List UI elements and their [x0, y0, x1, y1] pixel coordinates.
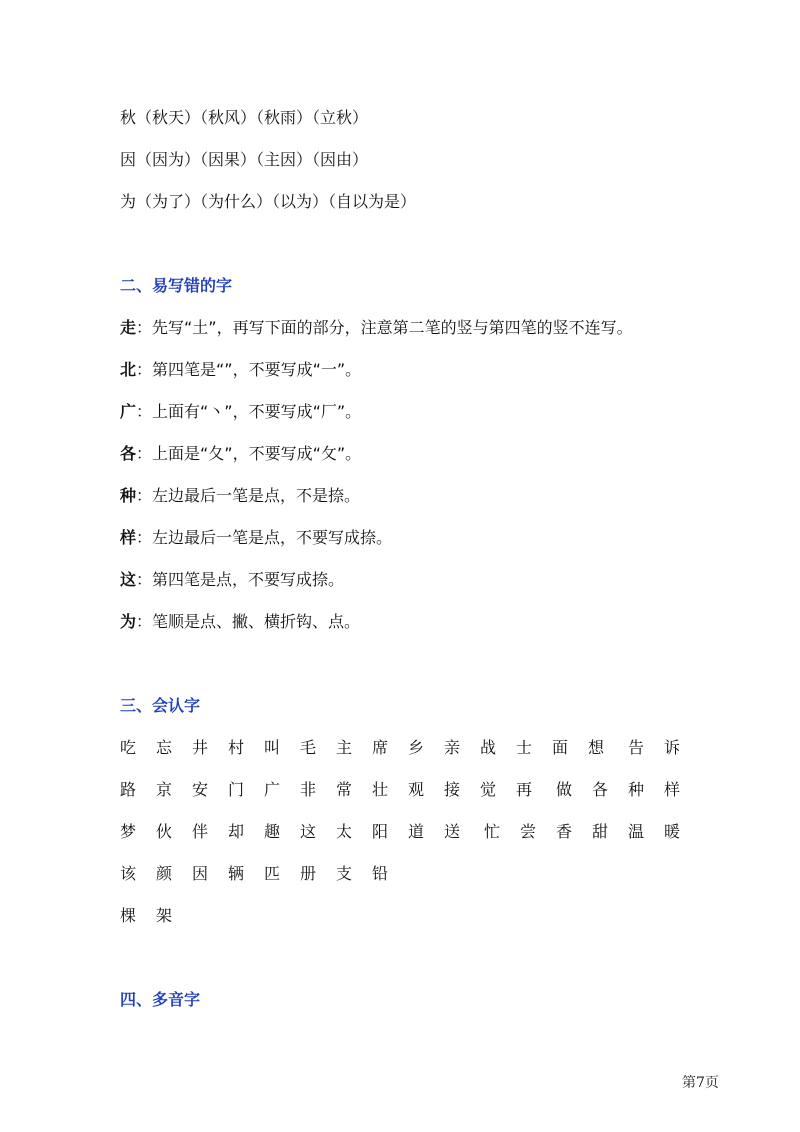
recognize-char: 常	[336, 780, 353, 799]
tip-char: 各	[120, 444, 137, 463]
recognize-char: 门	[228, 780, 245, 799]
recognize-char: 毛	[300, 738, 317, 757]
recognize-char: 架	[156, 906, 173, 925]
tip-item	[120, 317, 633, 339]
recognize-char: 京	[156, 780, 173, 799]
recognize-char: 广	[264, 780, 281, 799]
recognize-char: 种	[628, 780, 645, 799]
tip-text: ：上面有“丶”，不要写成“厂”。	[136, 402, 362, 421]
tip-item	[120, 443, 361, 465]
recognize-char: 观	[408, 780, 425, 799]
recognize-char: 太	[336, 822, 353, 841]
recognize-char: 面	[552, 738, 569, 757]
recognize-char: 甜	[592, 822, 609, 841]
tip-char: 种	[120, 486, 137, 505]
recognize-char: 接	[444, 780, 461, 799]
tip-char: 为	[120, 612, 137, 631]
recognize-char: 样	[664, 780, 681, 799]
recognize-char: 送	[444, 822, 461, 841]
recognize-char: 香	[556, 822, 573, 841]
recognize-char: 尝	[520, 822, 537, 841]
tip-char: 这	[120, 570, 137, 589]
recognize-char: 册	[300, 864, 317, 883]
recognize-char: 棵	[120, 906, 137, 925]
recognize-char: 忘	[156, 738, 173, 757]
tip-item	[120, 401, 361, 423]
tip-char: 广	[120, 402, 137, 421]
tip-text: ：上面是“夂”，不要写成“攵”。	[136, 444, 362, 463]
tip-item	[120, 527, 392, 549]
tip-char: 北	[120, 360, 137, 379]
tip-item	[120, 569, 344, 591]
section-heading-error-prone: 二、易写错的字	[120, 276, 233, 295]
recognize-char: 战	[480, 738, 497, 757]
recognize-char: 非	[300, 780, 317, 799]
recognize-char: 想	[588, 738, 605, 757]
recognize-char: 席	[372, 738, 389, 757]
recognize-char: 趣	[264, 822, 281, 841]
tip-text: ：第四笔是点，不要写成捺。	[136, 570, 345, 589]
recognize-char: 诉	[664, 738, 681, 757]
recognize-char: 忙	[484, 822, 501, 841]
recognize-char: 温	[628, 822, 645, 841]
tip-text: ：先写“土”，再写下面的部分，注意第二笔的竖与第四笔的竖不连写。	[136, 318, 633, 337]
tip-item	[120, 359, 361, 381]
tip-item	[120, 485, 360, 507]
tip-text: ：笔顺是点、撇、横折钩、点。	[136, 612, 361, 631]
recognize-char: 伴	[192, 822, 209, 841]
recognize-char: 这	[300, 822, 317, 841]
recognize-char: 梦	[120, 822, 137, 841]
tip-char: 样	[120, 528, 137, 547]
recognize-char: 安	[192, 780, 209, 799]
recognize-char: 各	[592, 780, 609, 799]
recognize-char: 觉	[480, 780, 497, 799]
word-line-wei: 为（为了）（为什么）（以为）（自以为是）	[120, 192, 417, 211]
tip-char: 走	[120, 318, 137, 337]
recognize-char: 士	[516, 738, 533, 757]
recognize-char: 该	[120, 864, 137, 883]
recognize-char: 主	[336, 738, 353, 757]
word-line-yin: 因（因为）（因果）（主因）（因由）	[120, 150, 369, 169]
recognize-char: 吃	[120, 738, 137, 757]
page-number: 第7页	[682, 1075, 719, 1091]
section-heading-polyphone: 四、多音字	[120, 990, 201, 1009]
recognize-char: 井	[192, 738, 209, 757]
recognize-char: 颜	[156, 864, 173, 883]
recognize-char: 村	[228, 738, 245, 757]
recognize-char: 伙	[156, 822, 173, 841]
recognize-char: 亲	[444, 738, 461, 757]
recognize-char: 辆	[228, 864, 245, 883]
recognize-char: 叫	[264, 738, 281, 757]
tip-item	[120, 611, 360, 633]
recognize-char: 暖	[664, 822, 681, 841]
recognize-char: 路	[120, 780, 137, 799]
word-line-qiu: 秋（秋天）（秋风）（秋雨）（立秋）	[120, 108, 369, 127]
section-heading-recognize: 三、会认字	[120, 696, 201, 715]
recognize-char: 却	[228, 822, 245, 841]
tip-text: ：第四笔是“”，不要写成“一”。	[136, 360, 362, 379]
recognize-char: 支	[336, 864, 353, 883]
recognize-char: 铅	[372, 864, 389, 883]
tip-text: ：左边最后一笔是点，不是捺。	[136, 486, 361, 505]
recognize-char: 匹	[264, 864, 281, 883]
recognize-char: 因	[192, 864, 209, 883]
recognize-char: 做	[556, 780, 573, 799]
recognize-char: 道	[408, 822, 425, 841]
recognize-char: 乡	[408, 738, 425, 757]
recognize-char: 再	[516, 780, 533, 799]
recognize-char: 告	[628, 738, 645, 757]
recognize-char: 壮	[372, 780, 389, 799]
recognize-char: 阳	[372, 822, 389, 841]
tip-text: ：左边最后一笔是点，不要写成捺。	[136, 528, 393, 547]
